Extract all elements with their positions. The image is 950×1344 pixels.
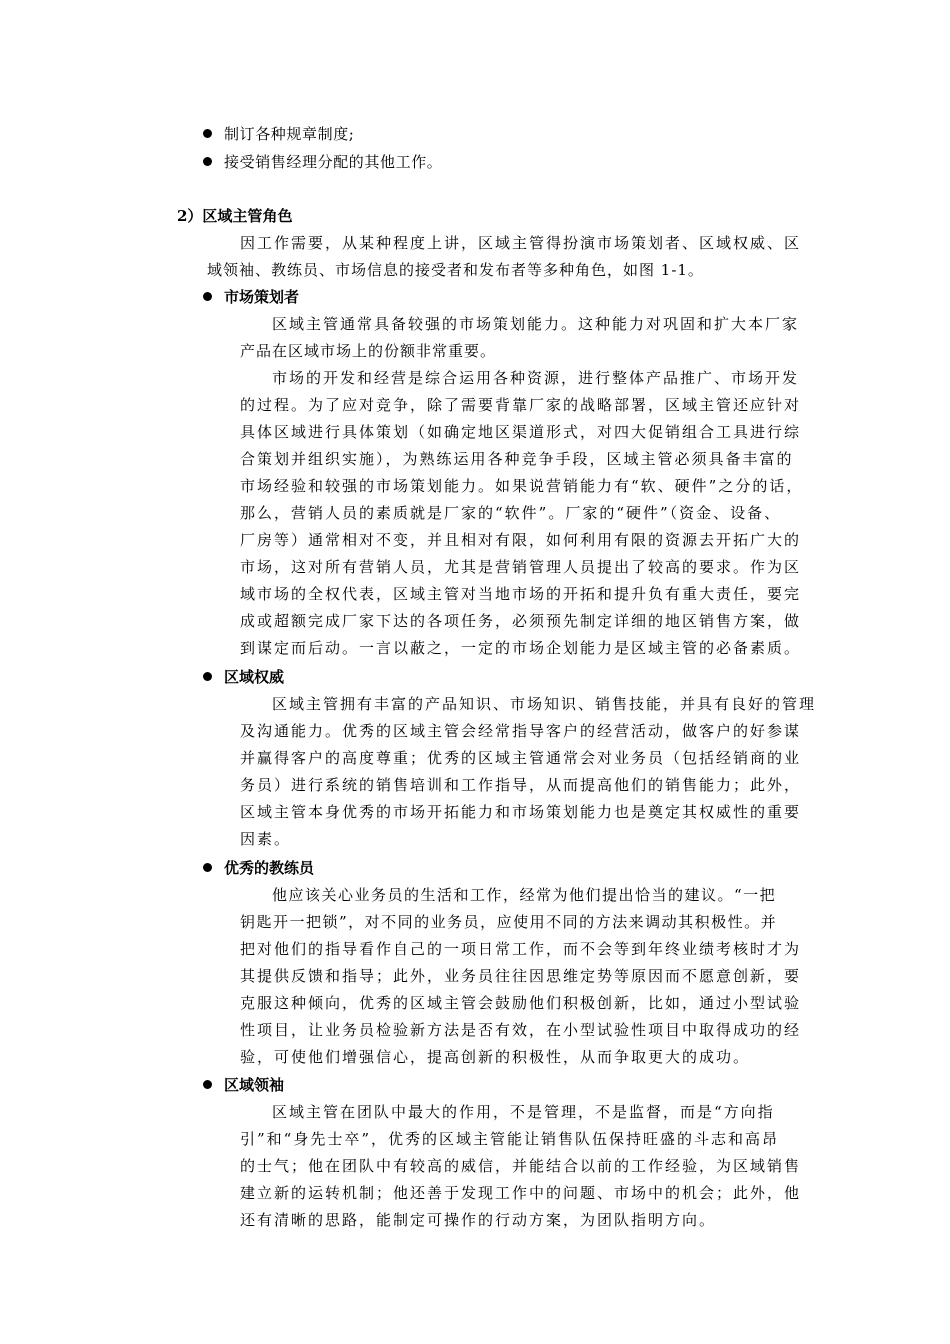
bullet-icon	[203, 129, 212, 138]
bullet-icon	[203, 157, 212, 166]
paragraph-line: 及沟通能力。优秀的区域主管会经常指导客户的经营活动，做客户的好参谋	[240, 722, 802, 740]
paragraph-line: 性项目，让业务员检验新方法是否有效，在小型试验性项目中取得成功的经	[240, 1021, 802, 1039]
paragraph-line: 因素。	[240, 830, 292, 848]
paragraph-line: 市场经验和较强的市场策划能力。如果说营销能力有“软、硬件”之分的话，	[240, 477, 804, 495]
paragraph-line: 他应该关心业务员的生活和工作，经常为他们提出恰当的建议。“一把	[272, 886, 777, 904]
paragraph-line: 具体区域进行具体策划（如确定地区渠道形式，对四大促销组合工具进行综	[240, 423, 802, 441]
intro-line: 因工作需要，从某种程度上讲，区域主管得扮演市场策划者、区域权威、区	[240, 234, 802, 252]
paragraph-line: 建立新的运转机制；他还善于发现工作中的问题、市场中的机会；此外，他	[240, 1184, 802, 1202]
paragraph-line: 务员）进行系统的销售培训和工作指导，从而提高他们的销售能力；此外，	[240, 776, 802, 794]
paragraph-line: 产品在区域市场上的份额非常重要。	[240, 342, 497, 360]
paragraph-line: 引”和“身先士卒”，优秀的区域主管能让销售队伍保持旺盛的斗志和高昂	[240, 1130, 780, 1148]
paragraph-line: 克服这种倾向，优秀的区域主管会鼓励他们积极创新，比如，通过小型试验	[240, 994, 802, 1012]
bullet-icon	[203, 1080, 212, 1089]
paragraph-line: 把对他们的指导看作自己的一项日常工作，而不会等到年终业绩考核时才为	[240, 940, 802, 958]
paragraph-line: 的士气；他在团队中有较高的威信，并能结合以前的工作经验，为区域销售	[240, 1157, 802, 1175]
paragraph-line: 区域主管在团队中最大的作用，不是管理，不是监督，而是“方向指	[272, 1103, 775, 1121]
section-heading: 2）区域主管角色	[177, 207, 293, 225]
paragraph-line: 验，可使他们增强信心，提高创新的积极性，从而争取更大的成功。	[240, 1048, 751, 1066]
role-title: 区域权威	[224, 668, 285, 686]
bullet-icon	[203, 863, 212, 872]
role-title: 市场策划者	[224, 288, 300, 306]
paragraph-line: 并赢得客户的高度尊重；优秀的区域主管通常会对业务员（包括经销商的业	[240, 749, 802, 767]
paragraph-line: 其提供反馈和指导；此外，业务员往往因思维定势等原因而不愿意创新，要	[240, 967, 802, 985]
paragraph-line: 区域主管通常具备较强的市场策划能力。这种能力对巩固和扩大本厂家	[272, 315, 800, 333]
list-item: 制订各种规章制度;	[224, 125, 355, 143]
paragraph-line: 厂房等）通常相对不变，并且相对有限，如何利用有限的资源去开拓广大的	[240, 531, 802, 549]
list-item: 接受销售经理分配的其他工作。	[224, 153, 443, 171]
paragraph-line: 市场的开发和经营是综合运用各种资源，进行整体产品推广、市场开发	[272, 369, 800, 387]
paragraph-line: 的过程。为了应对竞争，除了需要背靠厂家的战略部署，区域主管还应针对	[240, 396, 802, 414]
bullet-icon	[203, 672, 212, 681]
paragraph-line: 市场，这对所有营销人员，尤其是营销管理人员提出了较高的要求。作为区	[240, 558, 802, 576]
paragraph-line: 区域主管本身优秀的市场开拓能力和市场策划能力也是奠定其权威性的重要	[240, 803, 802, 821]
paragraph-line: 到谋定而后动。一言以蔽之，一定的市场企划能力是区域主管的必备素质。	[240, 639, 802, 657]
role-title: 区域领袖	[224, 1076, 285, 1094]
paragraph-line: 钥匙开一把锁”，对不同的业务员，应使用不同的方法来调动其积极性。并	[240, 913, 778, 931]
intro-line: 域领袖、教练员、市场信息的接受者和发布者等多种角色，如图 1-1。	[207, 261, 704, 279]
paragraph-line: 成或超额完成厂家下达的各项任务，必须预先制定详细的地区销售方案，做	[240, 612, 802, 630]
paragraph-line: 合策划并组织实施），为熟练运用各种竞争手段，区域主管必须具备丰富的	[240, 450, 794, 468]
bullet-icon	[203, 292, 212, 301]
role-title: 优秀的教练员	[224, 859, 315, 877]
paragraph-line: 那么，营销人员的素质就是厂家的“软件”。厂家的“硬件”（资金、设备、	[240, 504, 782, 522]
paragraph-line: 域市场的全权代表，区域主管对当地市场的开拓和提升负有重大责任，要完	[240, 585, 802, 603]
paragraph-line: 还有清晰的思路，能制定可操作的行动方案，为团队指明方向。	[240, 1211, 717, 1229]
paragraph-line: 区域主管拥有丰富的产品知识、市场知识、销售技能，并具有良好的管理	[272, 695, 817, 713]
